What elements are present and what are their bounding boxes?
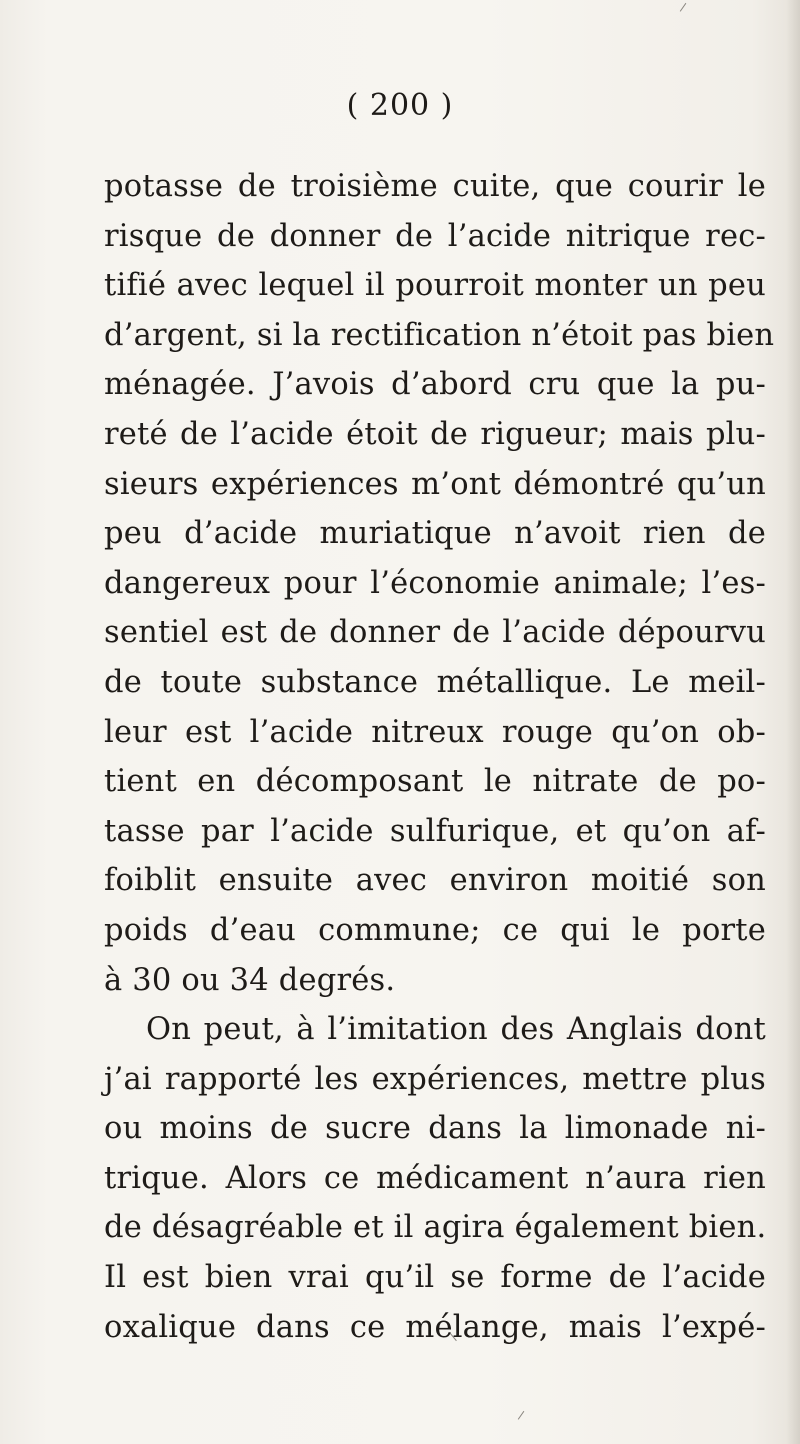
text-line: foiblit ensuite avec environ moitié son bbox=[104, 863, 766, 899]
text-line: peu d’acide muriatique n’avoit rien de bbox=[104, 516, 766, 552]
text-line: Il est bien vrai qu’il se forme de l’acide bbox=[104, 1260, 766, 1296]
text-line: d’argent, si la rectification n’étoit pas bien bbox=[104, 317, 775, 353]
ink-speck bbox=[518, 1411, 529, 1423]
text-line: ou moins de sucre dans la limonade ni- bbox=[104, 1111, 766, 1147]
page-edge-shadow bbox=[786, 0, 800, 1444]
ink-speck bbox=[680, 3, 691, 15]
text-line: tifié avec lequel il pourroit monter un peu bbox=[104, 268, 766, 304]
text-line: ménagée. J’avois d’abord cru que la pu- bbox=[104, 367, 766, 403]
body-text bbox=[104, 162, 775, 1352]
text-line: de toute substance métallique. Le meil- bbox=[104, 664, 766, 700]
text-line: reté de l’acide étoit de rigueur; mais plu- bbox=[104, 416, 766, 452]
text-line: de désagréable et il agira également bien. bbox=[104, 1210, 767, 1246]
text-line-paragraph-start: On peut, à l’imitation des Anglais dont bbox=[146, 1012, 766, 1048]
text-line: poids d’eau commune; ce qui le porte bbox=[104, 912, 766, 948]
text-line: dangereux pour l’économie animale; l’es- bbox=[104, 565, 766, 601]
text-line: sentiel est de donner de l’acide dépourvu bbox=[104, 615, 766, 651]
text-line: j’ai rapporté les expériences, mettre plus bbox=[104, 1061, 766, 1097]
text-line: leur est l’acide nitreux rouge qu’on ob- bbox=[104, 714, 766, 750]
text-line: risque de donner de l’acide nitrique rec- bbox=[104, 218, 766, 254]
text-line: oxalique dans ce mélange, mais l’expé- bbox=[104, 1309, 766, 1345]
text-line: potasse de troisième cuite, que courir le bbox=[104, 169, 766, 204]
page-number: ( 200 ) bbox=[346, 88, 454, 123]
text-line: tient en décomposant le nitrate de po- bbox=[104, 764, 766, 800]
text-line: sieurs expériences m’ont démontré qu’un bbox=[104, 466, 766, 502]
text-line: tasse par l’acide sulfurique, et qu’on af- bbox=[104, 813, 766, 849]
text-line: trique. Alors ce médicament n’aura rien bbox=[104, 1160, 766, 1196]
text-line-paragraph-end: à 30 ou 34 degrés. bbox=[104, 962, 396, 998]
